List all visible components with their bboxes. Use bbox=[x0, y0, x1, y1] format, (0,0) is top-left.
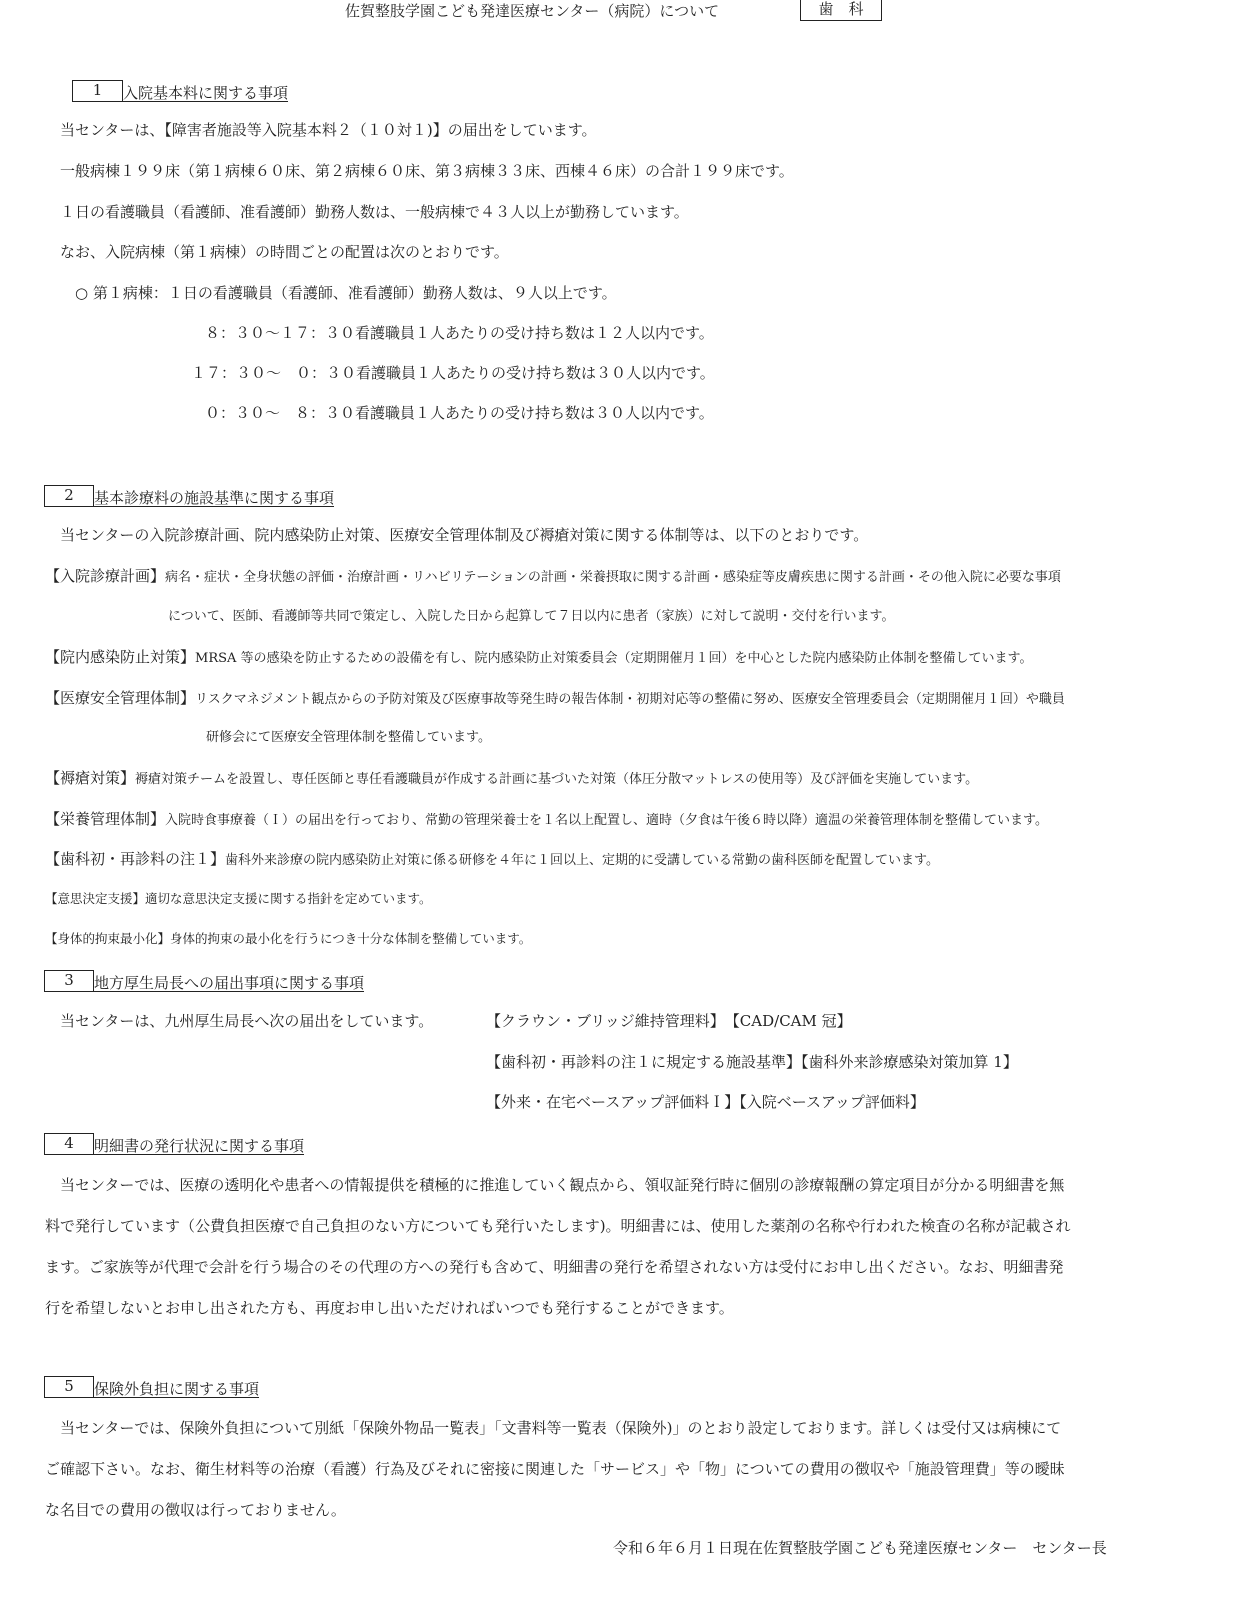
shift-line: ０：３０〜 ８：３０看護職員１人あたりの受け持ち数は３０人以内です。 bbox=[205, 404, 714, 422]
criteria-text: MRSA 等の感染を防止するための設備を有し、院内感染防止対策委員会（定期開催月１回）を中心とした院内感染防止体制を整備しています。 bbox=[195, 651, 1033, 666]
signature-line: 令和６年６月１日現在佐賀整肢学園こども発達医療センター センター長 bbox=[613, 1539, 1107, 1557]
criteria-label: 【栄養管理体制】 bbox=[45, 810, 166, 828]
paragraph-line: なお、入院病棟（第１病棟）の時間ごとの配置は次のとおりです。 bbox=[60, 243, 509, 261]
criteria-item-restraint-minimization bbox=[45, 933, 531, 946]
criteria-label: 【褥瘡対策】 bbox=[45, 769, 136, 787]
paragraph-line: 行を希望しないとお申し出された方も、再度お申し出いただければいつでも発行することができます。 bbox=[45, 1299, 734, 1317]
criteria-item-safety-management bbox=[45, 691, 1065, 706]
criteria-text: 入院時食事療養（Ｉ）の届出を行っており、常勤の管理栄養士を１名以上配置し、適時（夕食は午後６時以降）適温の栄養管理体制を整備しています。 bbox=[165, 813, 1048, 828]
filing-line: 【外来・在宅ベースアップ評価料Ｉ】【入院ベースアップ評価料】 bbox=[486, 1093, 925, 1111]
section-number: 3 bbox=[44, 970, 94, 992]
criteria-text: 歯科外来診療の院内感染防止対策に係る研修を４年に１回以上、定期的に受講している常勤の歯科医師を配置しています。 bbox=[225, 853, 939, 868]
criteria-text: 身体的拘束の最小化を行うにつき十分な体制を整備しています。 bbox=[170, 931, 532, 946]
criteria-item-nutrition bbox=[45, 812, 1048, 827]
paragraph-line: 当センターは、【障害者施設等入院基本料２（１０対１)】の届出をしています。 bbox=[60, 121, 597, 139]
paragraph-line: 当センターでは、保険外負担について別紙「保険外物品一覧表」「文書料等一覧表（保険外)」のとおり設定しております。詳しくは受付又は病棟にて bbox=[45, 1419, 1062, 1437]
criteria-item-infection-control bbox=[45, 650, 1033, 665]
filing-line: 【歯科初・再診料の注１に規定する施設基準】【歯科外来診療感染対策加算 1】 bbox=[486, 1053, 1018, 1071]
paragraph-line: １日の看護職員（看護師、准看護師）勤務人数は、一般病棟で４３人以上が勤務しています。 bbox=[60, 203, 689, 221]
criteria-label: 【身体的拘束最小化】 bbox=[45, 931, 171, 946]
document-title: 佐賀整肢学園こども発達医療センター（病院）について bbox=[345, 2, 720, 20]
section-intro: 当センターの入院診療計画、院内感染防止対策、医療安全管理体制及び褥瘡対策に関する体制等は、以下のとおりです。 bbox=[60, 526, 869, 544]
section-title: 地方厚生局長への届出事項に関する事項 bbox=[94, 974, 365, 992]
criteria-label: 【意思決定支援】 bbox=[45, 891, 146, 906]
shift-line: １７：３０〜 ０：３０看護職員１人あたりの受け持ち数は３０人以内です。 bbox=[191, 364, 715, 382]
criteria-item-dental-revisit bbox=[45, 852, 939, 867]
criteria-text: 病名・症状・全身状態の評価・治療計画・リハビリテーションの計画・栄養摂取に関する計画・感染症等皮膚疾患に関する計画・その他入院に必要な事項 bbox=[165, 570, 1061, 585]
section-number: 4 bbox=[44, 1133, 94, 1155]
department-badge: 歯 科 bbox=[800, 0, 882, 21]
criteria-text-continued: 研修会にて医療安全管理体制を整備しています。 bbox=[206, 730, 491, 745]
filing-line: 【クラウン・ブリッジ維持管理料】 【CAD/CAM 冠】 bbox=[486, 1012, 852, 1030]
ward-staffing-line: ○ 第１病棟：１日の看護職員（看護師、准看護師）勤務人数は、９人以上です。 bbox=[75, 284, 617, 302]
section-title: 基本診療料の施設基準に関する事項 bbox=[94, 489, 335, 507]
section-number: 2 bbox=[44, 485, 94, 507]
criteria-label: 【院内感染防止対策】 bbox=[45, 648, 196, 666]
shift-line: ８：３０〜１７：３０看護職員１人あたりの受け持ち数は１２人以内です。 bbox=[205, 324, 714, 342]
statement-paragraph bbox=[45, 1176, 1175, 1340]
paragraph-line: ご確認下さい。なお、衛生材料等の治療（看護）行為及びそれに密接に関連した「サービス」や「物」についての費用の徴収や「施設管理費」等の曖昧 bbox=[45, 1460, 1065, 1478]
paragraph-line: ます。ご家族等が代理で会計を行う場合のその代理の方への発行も含めて、明細書の発行を希望されない方は受付にお申し出ください。なお、明細書発 bbox=[45, 1258, 1064, 1276]
criteria-label: 【入院診療計画】 bbox=[45, 567, 166, 585]
criteria-text: 褥瘡対策チームを設置し、専任医師と専任看護職員が作成する計画に基づいた対策（体圧分散マットレスの使用等）及び評価を実施しています。 bbox=[135, 772, 979, 787]
criteria-text-continued: について、医師、看護師等共同で策定し、入院した日から起算して７日以内に患者（家族）に対して説明・交付を行います。 bbox=[168, 609, 895, 624]
section-number: 5 bbox=[44, 1376, 94, 1398]
criteria-item-decision-support bbox=[45, 893, 432, 906]
criteria-text: リスクマネジメント観点からの予防対策及び医療事故等発生時の報告体制・初期対応等の整備に努め、医療安全管理委員会（定期開催月１回）や職員 bbox=[195, 692, 1065, 707]
criteria-text: 適切な意思決定支援に関する指針を定めています。 bbox=[145, 891, 432, 906]
out-of-pocket-paragraph bbox=[45, 1419, 1175, 1542]
section-number: 1 bbox=[72, 80, 123, 102]
criteria-item-bedsore bbox=[45, 771, 978, 786]
paragraph-line: 料で発行しています（公費負担医療で自己負担のない方についても発行いたします)。明細書には、使用した薬剤の名称や行われた検査の名称が記載され bbox=[45, 1217, 1071, 1235]
section-title: 保険外負担に関する事項 bbox=[94, 1380, 260, 1398]
paragraph-line: 一般病棟１９９床（第１病棟６０床、第２病棟６０床、第３病棟３３床、西棟４６床）の合計１９９床です。 bbox=[60, 162, 794, 180]
section-title: 入院基本料に関する事項 bbox=[123, 84, 289, 102]
section-title: 明細書の発行状況に関する事項 bbox=[94, 1137, 305, 1155]
criteria-label: 【歯科初・再診料の注１】 bbox=[45, 850, 226, 868]
paragraph-line: 当センターでは、医療の透明化や患者への情報提供を積極的に推進していく観点から、領収証発行時に個別の診療報酬の算定項目が分かる明細書を無 bbox=[45, 1176, 1065, 1194]
criteria-item-admission-plan bbox=[45, 569, 1061, 584]
paragraph-line: な名目での費用の徴収は行っておりません。 bbox=[45, 1501, 346, 1519]
section-intro: 当センターは、九州厚生局長へ次の届出をしています。 bbox=[60, 1012, 434, 1030]
criteria-label: 【医療安全管理体制】 bbox=[45, 689, 196, 707]
